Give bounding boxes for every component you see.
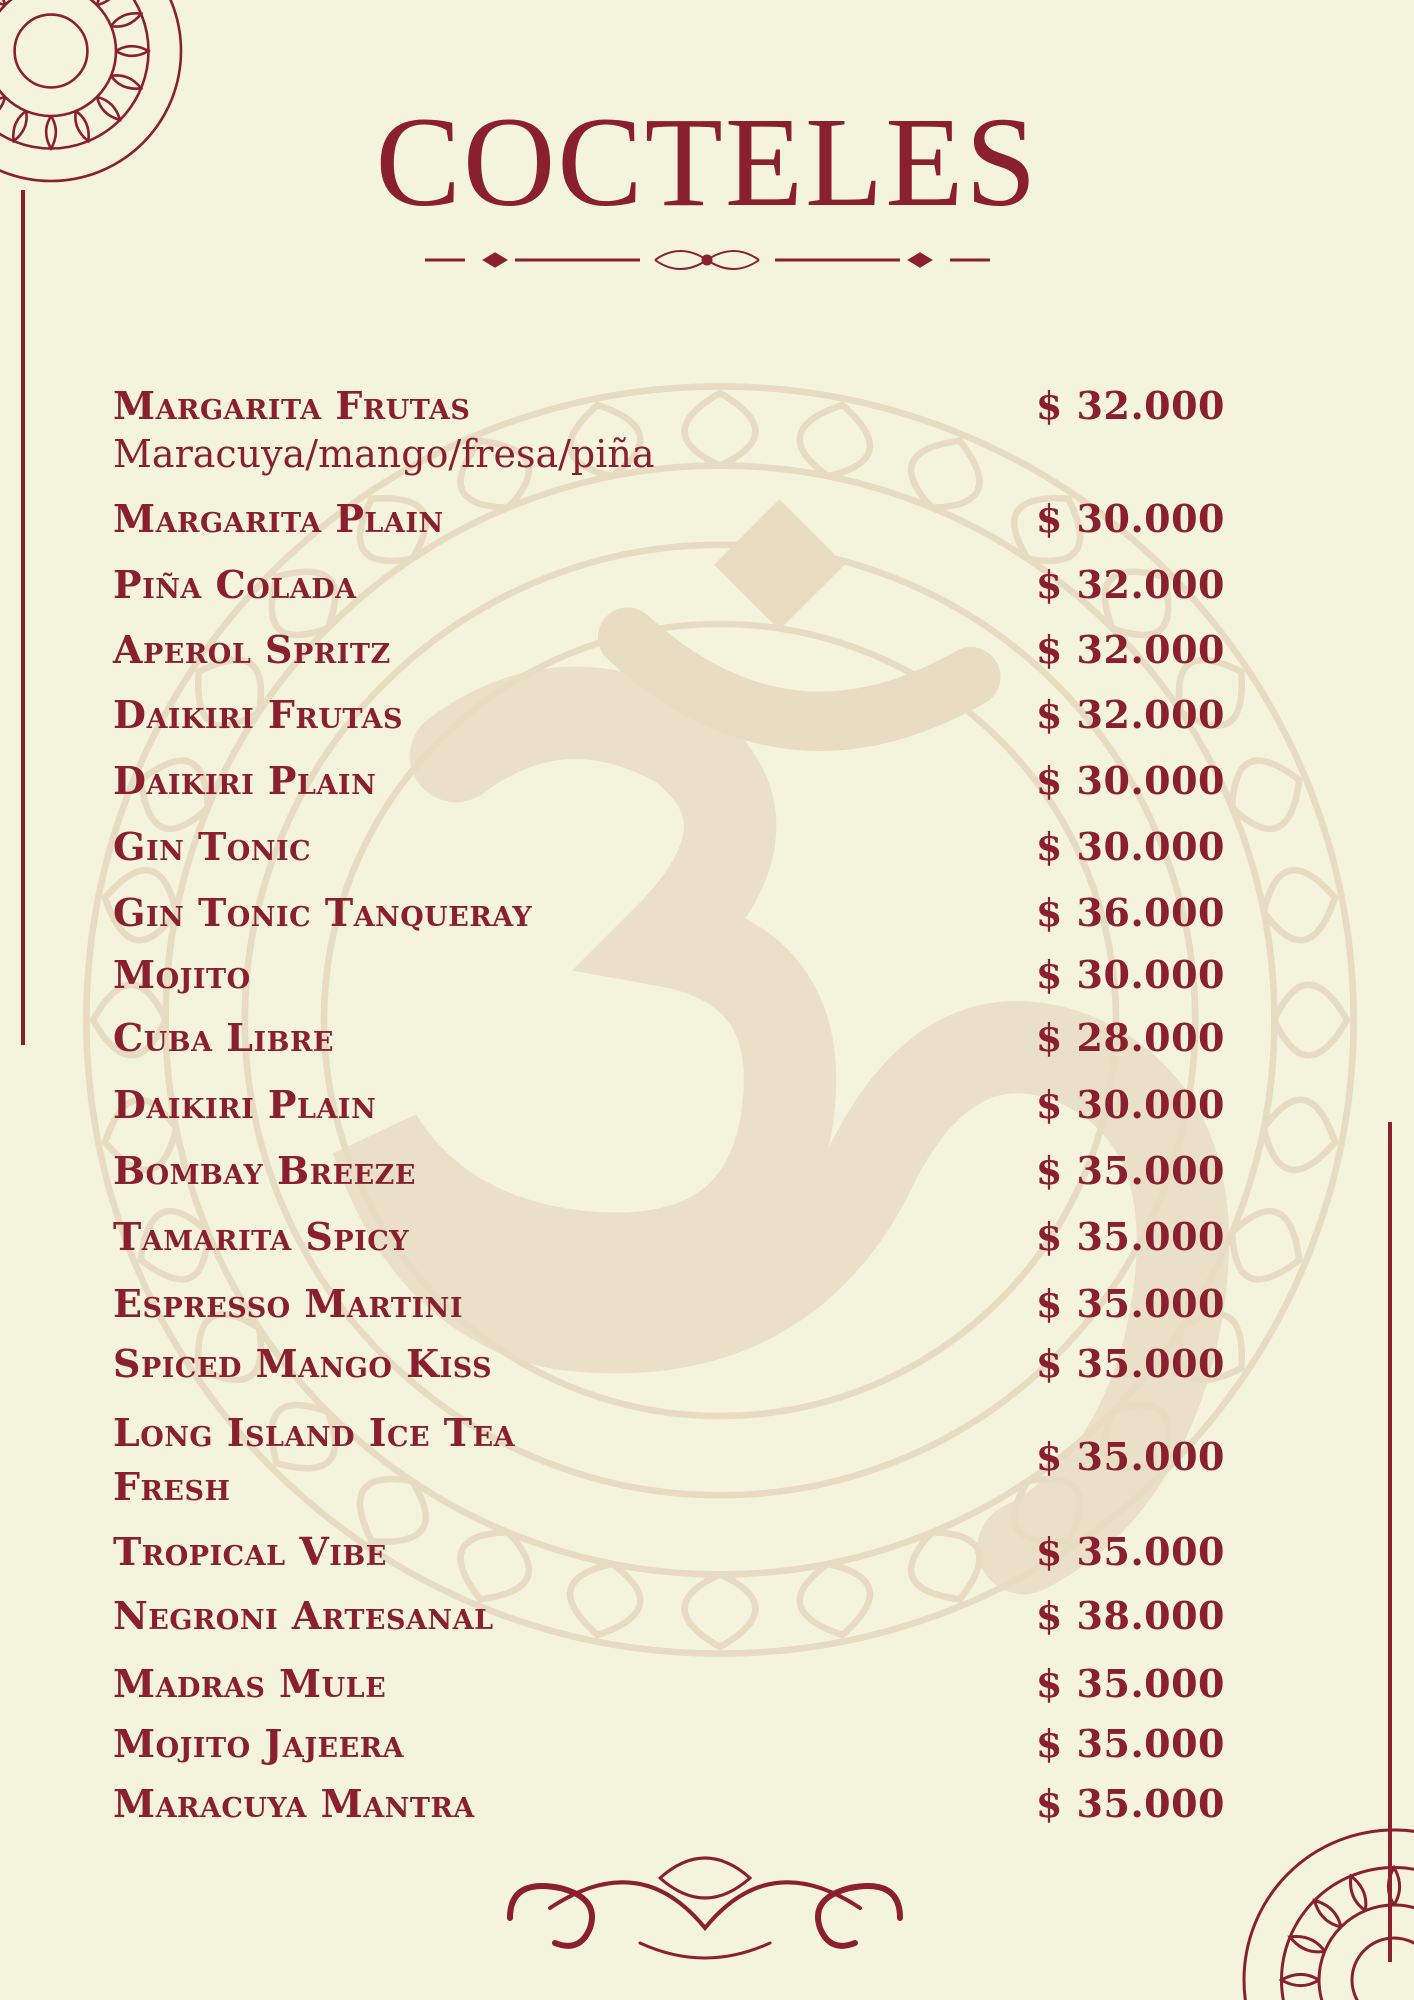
item-name: Mojito Jajeera bbox=[113, 1721, 405, 1766]
cocktail-menu-list bbox=[113, 0, 1225, 2000]
right-border-line bbox=[1388, 1122, 1392, 1962]
item-price: $ 30.000 bbox=[1035, 952, 1225, 997]
item-price: $ 30.000 bbox=[1035, 1082, 1225, 1127]
item-name: Daikiri Plain bbox=[113, 1082, 377, 1127]
item-name: Daikiri Plain bbox=[113, 758, 377, 803]
item-price: $ 32.000 bbox=[1035, 383, 1225, 428]
item-price: $ 30.000 bbox=[1035, 496, 1225, 541]
item-price: $ 32.000 bbox=[1035, 562, 1225, 607]
item-name: Gin Tonic bbox=[113, 824, 312, 869]
left-border-line bbox=[21, 190, 25, 1045]
item-price: $ 35.000 bbox=[1035, 1781, 1225, 1826]
item-price: $ 38.000 bbox=[1035, 1593, 1225, 1638]
item-description: Maracuya/mango/fresa/piña bbox=[113, 432, 655, 476]
item-price: $ 35.000 bbox=[1035, 1721, 1225, 1766]
item-name: Long Island Ice Tea Fresh bbox=[113, 1410, 516, 1509]
page-title: COCTELES bbox=[375, 91, 1039, 233]
item-price: $ 32.000 bbox=[1035, 627, 1225, 672]
item-price: $ 36.000 bbox=[1035, 890, 1225, 935]
item-name: Espresso Martini bbox=[113, 1281, 463, 1326]
item-name: Negroni Artesanal bbox=[113, 1593, 494, 1638]
item-price: $ 32.000 bbox=[1035, 692, 1225, 737]
item-name: Tamarita Spicy bbox=[113, 1214, 410, 1259]
item-name: Madras Mule bbox=[113, 1661, 387, 1706]
item-price: $ 35.000 bbox=[1035, 1341, 1225, 1386]
item-price: $ 30.000 bbox=[1035, 824, 1225, 869]
item-name: Margarita Plain bbox=[113, 496, 444, 541]
item-name: Spiced Mango Kiss bbox=[113, 1341, 493, 1386]
item-name: Cuba Libre bbox=[113, 1015, 334, 1060]
item-price: $ 35.000 bbox=[1035, 1281, 1225, 1326]
item-price: $ 35.000 bbox=[1035, 1434, 1225, 1479]
item-name: Tropical Vibe bbox=[113, 1529, 387, 1574]
item-price: $ 28.000 bbox=[1035, 1015, 1225, 1060]
item-price: $ 35.000 bbox=[1035, 1148, 1225, 1193]
item-name: Mojito bbox=[113, 952, 251, 997]
item-price: $ 35.000 bbox=[1035, 1529, 1225, 1574]
item-price: $ 35.000 bbox=[1035, 1214, 1225, 1259]
item-name: Margarita Frutas bbox=[113, 383, 471, 428]
item-name: Aperol Spritz bbox=[113, 627, 391, 672]
item-price: $ 30.000 bbox=[1035, 758, 1225, 803]
item-name: Daikiri Frutas bbox=[113, 692, 403, 737]
item-price: $ 35.000 bbox=[1035, 1661, 1225, 1706]
item-name: Bombay Breeze bbox=[113, 1148, 416, 1193]
item-name: Maracuya Mantra bbox=[113, 1781, 475, 1826]
item-name: Piña Colada bbox=[113, 562, 357, 607]
item-name: Gin Tonic Tanqueray bbox=[113, 890, 533, 935]
